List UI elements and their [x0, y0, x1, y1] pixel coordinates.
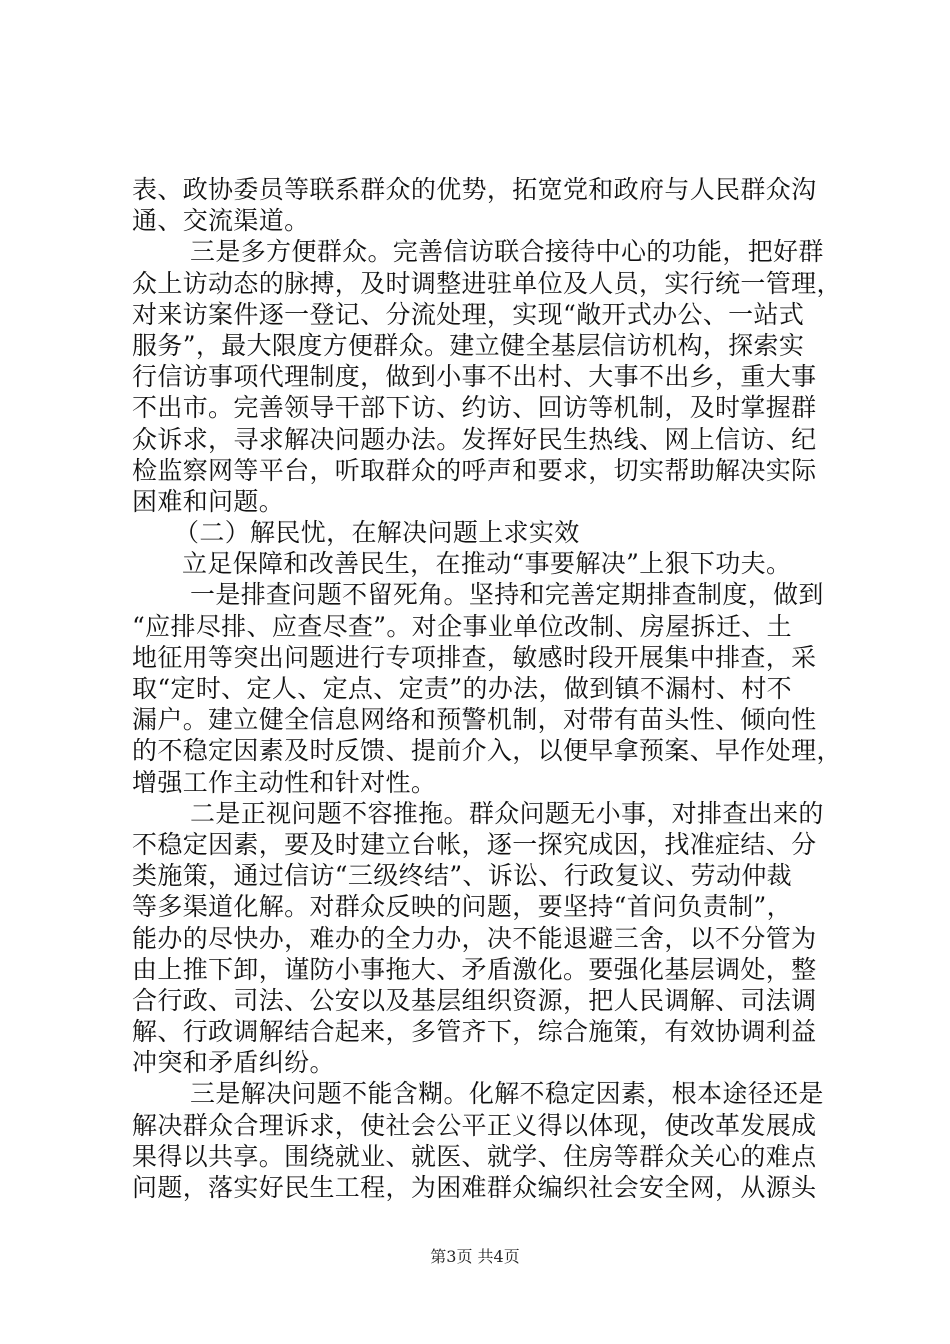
- text-line: 通、交流渠道。: [132, 206, 310, 236]
- paragraph-start-line: 三是解决问题不能含糊。化解不稳定因素，根本途径还是: [190, 1079, 824, 1109]
- page-number-footer: 第3页 共4页: [430, 1247, 520, 1266]
- text-line: 的不稳定因素及时反馈、提前介入，以便早拿预案、早作处理，: [132, 736, 842, 766]
- text-line: 等多渠道化解。对群众反映的问题，要坚持“首问负责制”，: [132, 892, 793, 922]
- text-line: 问题，落实好民生工程，为困难群众编织社会安全网，从源头: [132, 1173, 817, 1202]
- body-text: [132, 174, 842, 1203]
- text-line: 合行政、司法、公安以及基层组织资源，把人民调解、司法调: [132, 985, 817, 1015]
- text-line: 对来访案件逐一登记、分流处理，实现“敞开式办公、一站式: [132, 299, 805, 329]
- text-line: 取“定时、定人、定点、定责”的办法，做到镇不漏村、村不: [132, 674, 793, 703]
- text-line: “应排尽排、应查尽查”。对企事业单位改制、房屋拆迁、土: [132, 611, 793, 641]
- text-line: 众上访动态的脉搏，及时调整进驻单位及人员，实行统一管理，: [132, 268, 842, 298]
- text-line: 地征用等突出问题进行专项排查，敏感时段开展集中排查，采: [132, 642, 817, 672]
- text-line: 不出市。完善领导干部下访、约访、回访等机制，及时掌握群: [132, 393, 817, 423]
- text-line: 能办的尽快办，难办的全力办，决不能退避三舍，以不分管为: [132, 923, 817, 953]
- text-line: 冲突和矛盾纠纷。: [132, 1048, 335, 1078]
- text-line: 服务”，最大限度方便群众。建立健全基层信访机构，探索实: [132, 330, 805, 360]
- text-line: 不稳定因素，要及时建立台帐，逐一探究成因，找准症结、分: [132, 829, 817, 859]
- paragraph-start-line: 立足保障和改善民生，在推动“事要解决”上狠下功夫。: [182, 549, 792, 579]
- text-line: 漏户。建立健全信息网络和预警机制，对带有苗头性、倾向性: [132, 705, 817, 735]
- text-line: 果得以共享。围绕就业、就医、就学、住房等群众关心的难点: [132, 1141, 817, 1171]
- text-line: 众诉求，寻求解决问题办法。发挥好民生热线、网上信访、纪: [132, 424, 817, 454]
- text-line: 解、行政调解结合起来，多管齐下，综合施策，有效协调利益: [132, 1017, 817, 1047]
- paragraph-start-line: 二是正视问题不容推拖。群众问题无小事，对排查出来的: [190, 798, 824, 828]
- text-line: 行信访事项代理制度，做到小事不出村、大事不出乡，重大事: [132, 362, 817, 392]
- text-line: 由上推下卸，谨防小事拖大、矛盾激化。要强化基层调处，整: [132, 954, 817, 984]
- text-line: 解决群众合理诉求，使社会公平正义得以体现，使改革发展成: [132, 1110, 817, 1140]
- text-line: 检监察网等平台，听取群众的呼声和要求，切实帮助解决实际: [132, 455, 817, 485]
- text-line: 困难和问题。: [132, 486, 285, 516]
- paragraph-start-line: 三是多方便群众。完善信访联合接待中心的功能，把好群: [190, 237, 824, 267]
- text-line: 表、政协委员等联系群众的优势，拓宽党和政府与人民群众沟: [132, 175, 817, 204]
- section-heading: （二）解民忧，在解决问题上求实效: [174, 518, 580, 548]
- paragraph-start-line: 一是排查问题不留死角。坚持和完善定期排查制度，做到: [190, 580, 824, 610]
- text-line: 类施策，通过信访“三级终结”、诉讼、行政复议、劳动仲裁: [132, 861, 793, 891]
- text-line: 增强工作主动性和针对性。: [132, 767, 437, 797]
